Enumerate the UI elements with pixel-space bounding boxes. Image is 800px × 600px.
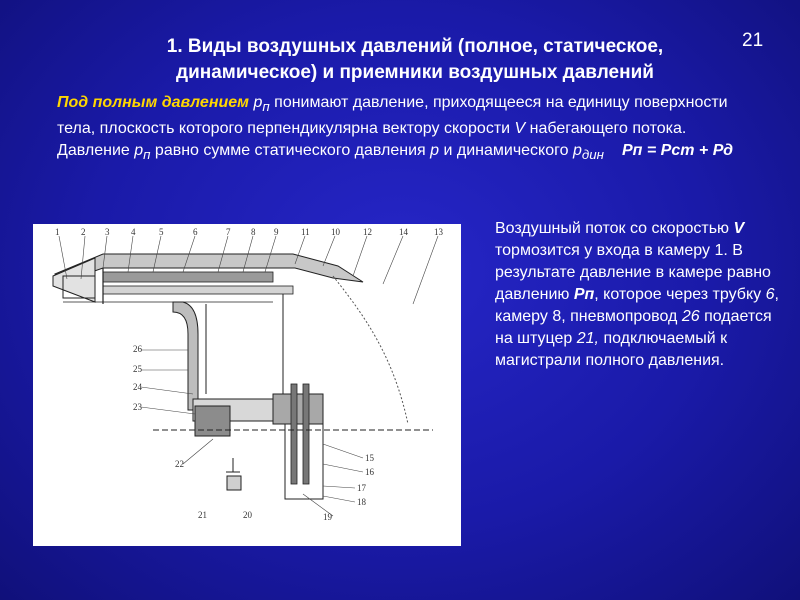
diagram-label-15: 15: [365, 453, 374, 463]
slide-title-line-2: динамическое) и приемники воздушных давлений: [176, 62, 654, 83]
diagram-label-6: 6: [193, 227, 198, 237]
diagram-inner-tube: [103, 286, 293, 294]
subscript-n: п: [262, 99, 270, 115]
side-number-26: 26: [681, 308, 700, 325]
slide-number: 21: [742, 30, 764, 51]
diagram-tube-6: [103, 272, 273, 282]
diagram-label-24: 24: [133, 382, 142, 392]
intro-text-4: и динамического: [439, 142, 573, 160]
diagram-label-23: 23: [133, 402, 142, 412]
intro-text-3: равно сумме статического давления: [150, 142, 431, 160]
diagram-label-21: 21: [198, 510, 207, 520]
subscript-n-2: п: [143, 147, 151, 163]
diagram-label-25: 25: [133, 364, 142, 374]
diagram-pneumoline-26: [173, 302, 198, 410]
side-number-21: 21,: [576, 330, 599, 347]
diagram-label-18: 18: [357, 497, 366, 507]
explanation-paragraph: [495, 218, 787, 372]
symbol-p-2: р: [134, 142, 144, 160]
intro-text-1: понимают давление, приходящееся на единицу поверхности тела, плоскость которого перпендикулярна вектору скорости: [57, 94, 728, 138]
diagram-label-8: 8: [251, 227, 256, 237]
diagram-label-17: 17: [357, 483, 366, 493]
intro-paragraph: [57, 92, 757, 166]
symbol-v: V: [514, 120, 526, 138]
diagram-label-7: 7: [226, 227, 231, 237]
diagram-fairing: [333, 276, 408, 424]
diagram-label-9: 9: [274, 227, 279, 237]
diagram-fitting-left: [195, 406, 230, 436]
diagram-label-22: 22: [175, 459, 184, 469]
diagram-label-12: 12: [363, 227, 372, 237]
diagram-rod: [291, 384, 297, 484]
intro-lead: Под полным давлением: [57, 94, 249, 111]
pressure-formula: Рп = Рст + Рд: [622, 142, 734, 160]
diagram-label-1: 1: [55, 227, 60, 237]
subscript-din: дин: [581, 147, 604, 163]
side-text-2: тормозится у входа в камеру 1. В результате давление в камере равно давлению: [495, 242, 771, 303]
diagram-rod: [303, 384, 309, 484]
slide-title: [95, 34, 735, 86]
diagram-fitting-right: [273, 394, 323, 424]
side-text-6: подключаемый к магистрали полного давления.: [495, 330, 728, 369]
intro-text-2: набегающего потока. Давление: [57, 120, 687, 160]
side-text-1: Воздушный поток со скоростью: [495, 220, 734, 237]
diagram-label-13: 13: [434, 227, 443, 237]
symbol-p: р: [253, 94, 263, 111]
diagram-label-10: 10: [331, 227, 340, 237]
symbol-p-static: р: [430, 142, 440, 160]
diagram-label-26: 26: [133, 344, 142, 354]
diagram-label-2: 2: [81, 227, 86, 237]
diagram-label-4: 4: [131, 227, 136, 237]
pitot-tube-diagram: [33, 224, 461, 546]
diagram-connector-21: [227, 476, 241, 490]
side-number-6: 6: [765, 286, 775, 303]
diagram-label-5: 5: [159, 227, 164, 237]
diagram-label-11: 11: [301, 227, 310, 237]
diagram-nose-cone: [53, 258, 95, 302]
diagram-label-3: 3: [105, 227, 110, 237]
side-text-3: , которое через трубку: [594, 286, 766, 303]
pitot-tube-drawing: [33, 224, 461, 546]
side-text-5: подается на штуцер: [495, 308, 772, 347]
diagram-label-14: 14: [399, 227, 408, 237]
diagram-label-20: 20: [243, 510, 252, 520]
slide-title-line-1: 1. Виды воздушных давлений (полное, статическое,: [166, 36, 664, 57]
side-symbol-v: V: [733, 220, 745, 237]
symbol-p-dyn: р: [572, 142, 582, 160]
diagram-label-16: 16: [365, 467, 374, 477]
diagram-label-19: 19: [323, 512, 332, 522]
side-symbol-pn: Рп: [573, 286, 595, 303]
side-text-4: , камеру 8, пневмопровод: [495, 286, 779, 325]
